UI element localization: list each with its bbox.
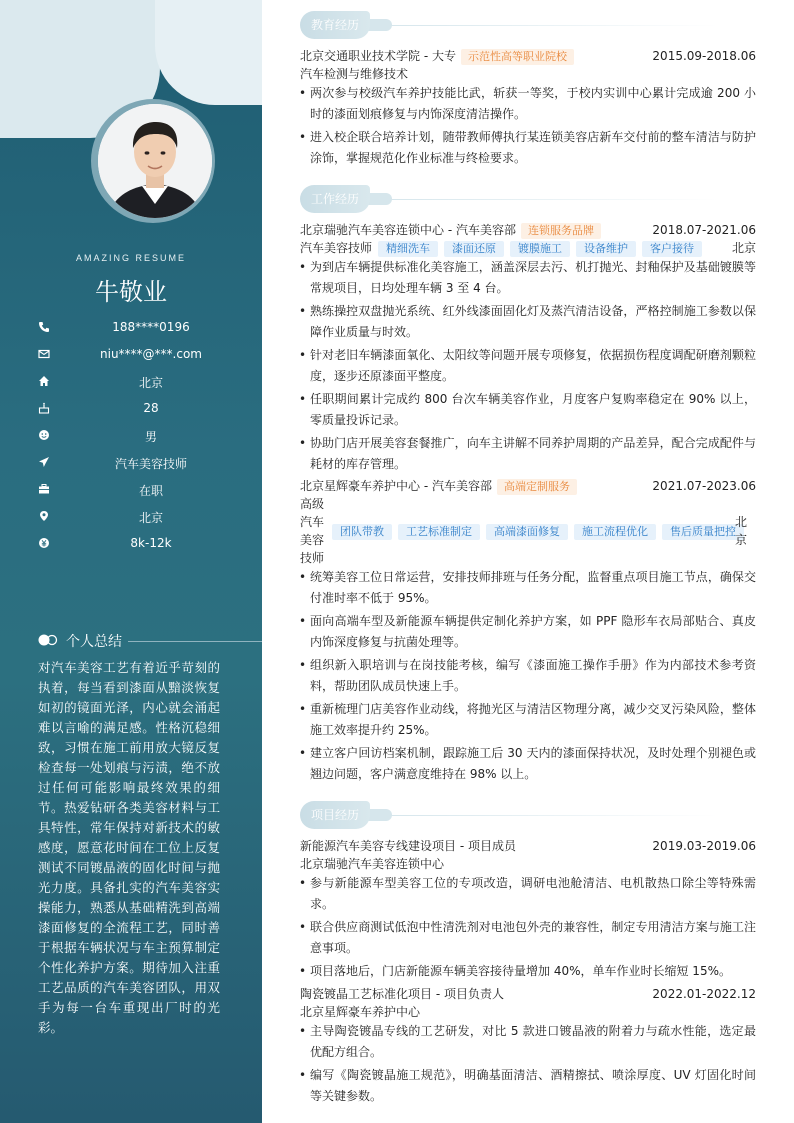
list-item: • 为到店车辆提供标准化美容施工，涵盖深层去污、机打抛光、封釉保护及基础镀膜等常规项目，日均处理车辆 3 至 4 台。 [300, 257, 756, 298]
info-value: 北京 [138, 511, 163, 525]
list-item: • 面向高端车型及新能源车辆提供定制化养护方案，如 PPF 隐形车衣局部贴合、真皮内饰深度修复与抗菌处理等。 [300, 611, 756, 652]
list-item: • 统筹美容工位日常运营，安排技师排班与任务分配，监督重点项目施工节点，确保交付准时率不低于 95%。 [300, 567, 756, 608]
info-value: 汽车美容技师 [114, 457, 187, 471]
info-value: 男 [144, 430, 157, 444]
salary-icon [38, 537, 50, 549]
list-item: • 熟练操控双盘抛光系统、红外线漆面固化灯及蒸汽清洁设备，严格控制施工参数以保障作业质量与时效。 [300, 301, 756, 342]
skill-tag: 客户接待 [642, 241, 702, 257]
home-icon [38, 375, 50, 387]
phone-icon [38, 321, 50, 333]
avatar [98, 104, 212, 218]
project-org: 北京星辉豪车养护中心 [300, 1005, 421, 1019]
job-header [300, 221, 756, 239]
info-value: 28 [143, 401, 159, 415]
skill-tag: 设备维护 [576, 241, 636, 257]
info-age [36, 399, 246, 419]
section-title: 项目经历 [300, 801, 370, 829]
info-value: 北京 [138, 376, 163, 390]
summary-title: 个人总结 [66, 634, 122, 650]
list-item: • 组织新入职培训与在岗技能考核，编写《漆面施工操作手册》作为内部技术参考资料，帮助团队成员快速上手。 [300, 655, 756, 696]
list-item: • 两次参与校级汽车养护技能比武，斩获一等奖，于校内实训中心累计完成逾 200 小时的漆面划痕修复与内饰深度清洁操作。 [300, 83, 756, 124]
info-value: 在职 [138, 484, 163, 498]
job-role: 汽车美容技师 [300, 241, 373, 255]
info-hometown [36, 372, 246, 392]
skill-tag: 漆面还原 [444, 241, 504, 257]
skill-tag: 高端漆面修复 [486, 524, 568, 540]
list-item: • 项目落地后，门店新能源车辆美容接待量增加 40%，单车作业时长缩短 15%。 [300, 961, 756, 982]
job-role: 高级汽车美容技师 [300, 497, 325, 565]
job-date: 2021.07-2023.06 [652, 479, 756, 493]
project-name: 新能源汽车美容专线建设项目 - 项目成员 [300, 839, 516, 853]
divider [388, 815, 718, 816]
info-job-title [36, 453, 246, 473]
resume-tagline: AMAZING RESUME [75, 253, 186, 263]
mail-icon [38, 348, 50, 360]
skill-tag: 镀膜施工 [510, 241, 570, 257]
skill-tag: 团队带教 [332, 524, 392, 540]
school-badge: 示范性高等职业院校 [461, 49, 574, 65]
section-title: 教育经历 [300, 11, 370, 39]
candidate-name: 牛敬业 [95, 278, 167, 306]
list-item: • 参与新能源车型美容工位的专项改造，调研电池舱清洁、电机散热口除尘等特殊需求。 [300, 873, 756, 914]
job-city: 北京 [735, 515, 748, 547]
education-major: 汽车检测与维修技术 [300, 67, 409, 81]
company-name: 北京瑞驰汽车美容连锁中心 - 汽车美容部 [300, 223, 516, 237]
company-name: 北京星辉豪车养护中心 - 汽车美容部 [300, 479, 492, 493]
summary-text: 对汽车美容工艺有着近乎苛刻的执着，每当看到漆面从黯淡恢复如初的镜面光泽，内心就会涌起难以言喻的满足感。性格沉稳细致，习惯在施工前用放大镜反复检查每一处划痕与污渍，绝不放过任何可能影响最终效果的细节。热爱钻研各类美容材料与工具特性，常年保持对新技术的敏感度，愿意花时间在工位上反复测试不同镀晶液的固化时间与抛光力度。具备扎实的汽车美容实操能力，熟悉从基础精洗到高端漆面修复的全流程工艺，同时善于根据车辆状况与车主预算制定个性化养护方案。期待加入注重工艺品质的汽车美容团队，用双手为每一台车重现出厂时的光彩。 [38, 660, 220, 1035]
project-date: 2019.03-2019.06 [652, 839, 756, 853]
company-badge: 连锁服务品牌 [521, 223, 601, 239]
birthday-cake-icon [38, 402, 50, 414]
info-email [36, 345, 246, 365]
list-item: • 联合供应商测试低泡中性清洗剂对电池包外壳的兼容性，制定专用清洁方案与施工注意事项。 [300, 917, 756, 958]
project-date: 2022.01-2022.12 [652, 987, 756, 1001]
info-gender [36, 426, 246, 446]
info-target-city [36, 507, 246, 527]
toggle-icon [38, 634, 58, 646]
project-header [300, 985, 756, 1003]
job-role-row [300, 239, 756, 257]
summary-heading [38, 631, 228, 651]
section-heading-projects [300, 801, 756, 831]
list-item: • 任职期间累计完成约 800 台次车辆美容作业，月度客户复购率稳定在 90% 以上，零质量投诉记录。 [300, 389, 756, 430]
company-badge: 高端定制服务 [497, 479, 577, 495]
section-heading-work [300, 185, 756, 215]
job-city: 北京 [731, 241, 756, 255]
skill-tag: 施工流程优化 [574, 524, 656, 540]
divider [388, 25, 718, 26]
list-item: • 建立客户回访档案机制，跟踪施工后 30 天内的漆面保持状况，及时处理个别褪色或翘边问题，客户满意度维持在 98% 以上。 [300, 743, 756, 784]
job-header [300, 477, 756, 495]
list-item: • 进入校企联合培养计划，随带教师傅执行某连锁美容店新车交付前的整车清洁与防护涂饰，掌握规范化作业标准与终检要求。 [300, 127, 756, 168]
list-item: • 重新梳理门店美容作业动线，将抛光区与清洁区物理分离，减少交叉污染风险，整体施工效率提升约 25%。 [300, 699, 756, 740]
skill-tags [326, 522, 744, 540]
divider [388, 199, 718, 200]
education-date: 2015.09-2018.06 [652, 49, 756, 63]
info-value: niu****@***.com [100, 347, 202, 361]
education-school-row [300, 47, 756, 65]
school-name: 北京交通职业技术学院 - 大专 [300, 49, 456, 63]
divider [128, 641, 262, 642]
info-salary [36, 534, 246, 554]
section-title: 工作经历 [300, 185, 370, 213]
gender-icon [38, 429, 50, 441]
list-item: • 主导陶瓷镀晶专线的工艺研发，对比 5 款进口镀晶液的附着力与疏水性能，选定最优配方组合。 [300, 1021, 756, 1062]
paper-plane-icon [38, 456, 50, 468]
job-date: 2018.07-2021.06 [652, 223, 756, 237]
skill-tag: 精细洗车 [378, 241, 438, 257]
list-item: • 针对老旧车辆漆面氧化、太阳纹等问题开展专项修复，依据损伤程度调配研磨剂颗粒度，逐步还原漆面平整度。 [300, 345, 756, 386]
list-item: • 协助门店开展美容套餐推广，向车主讲解不同养护周期的产品差异，配合完成配件与耗材的库存管理。 [300, 433, 756, 474]
project-name: 陶瓷镀晶工艺标准化项目 - 项目负责人 [300, 987, 504, 1001]
location-pin-icon [38, 510, 50, 522]
info-phone [36, 318, 246, 338]
info-value: 188****0196 [112, 320, 190, 334]
skill-tag: 售后质量把控 [662, 524, 744, 540]
info-value: 8k-12k [130, 536, 172, 550]
section-heading-education [300, 11, 756, 41]
briefcase-icon [38, 483, 50, 495]
list-item: • 编写《陶瓷镀晶施工规范》，明确基面清洁、酒精擦拭、喷涂厚度、UV 灯固化时间等关键参数。 [300, 1065, 756, 1106]
info-status [36, 480, 246, 500]
skill-tag: 工艺标准制定 [398, 524, 480, 540]
project-header [300, 837, 756, 855]
project-org: 北京瑞驰汽车美容连锁中心 [300, 857, 445, 871]
